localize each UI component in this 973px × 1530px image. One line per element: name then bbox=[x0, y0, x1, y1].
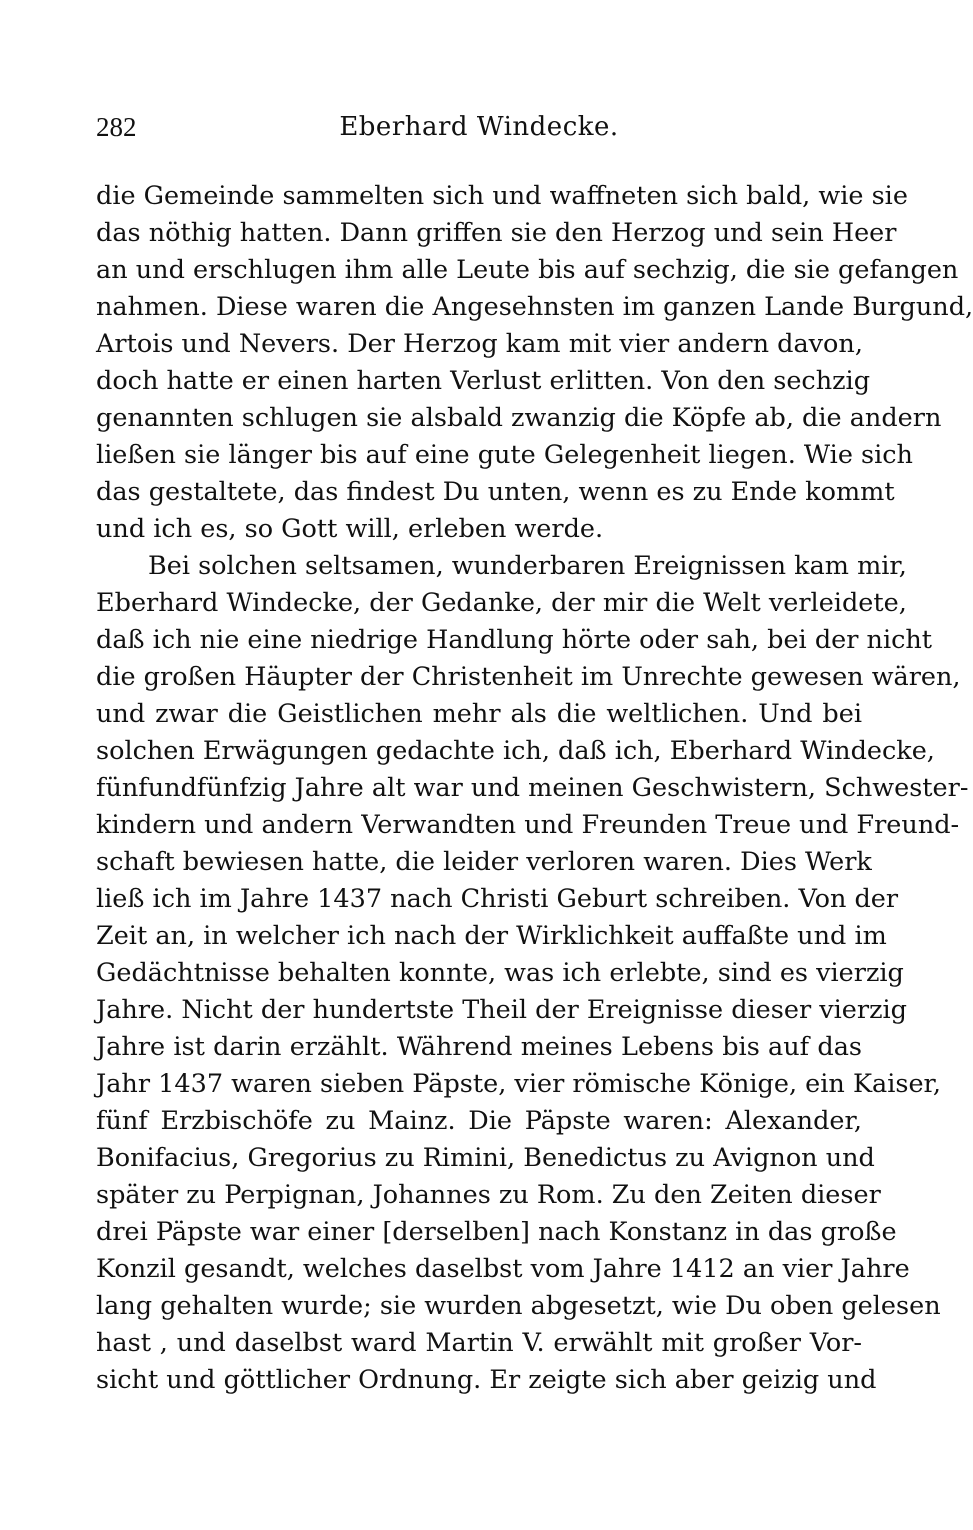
paragraph bbox=[96, 548, 969, 1399]
text-line: ließen sie länger bis auf eine gute Gelegenheit liegen. Wie sich bbox=[96, 440, 913, 470]
text-line: daß ich nie eine niedrige Handlung hörte oder sah, bei der nicht bbox=[96, 625, 933, 655]
text-line: fünf Erzbischöfe zu Mainz. Die Päpste waren: Alexander, bbox=[96, 1106, 862, 1136]
text-line: und ich es, so Gott will, erleben werde. bbox=[96, 514, 604, 544]
text-line: lang gehalten wurde; sie wurden abgesetzt, wie Du oben gelesen bbox=[96, 1291, 941, 1321]
text-line: fünfundfünfzig Jahre alt war und meinen Geschwistern, Schwester- bbox=[96, 773, 969, 803]
page-number: 282 bbox=[96, 112, 137, 142]
running-title: Eberhard Windecke. bbox=[339, 112, 619, 142]
text-line: das gestaltete, das findest Du unten, wenn es zu Ende kommt bbox=[96, 477, 895, 507]
text-line: später zu Perpignan, Johannes zu Rom. Zu den Zeiten dieser bbox=[96, 1180, 881, 1210]
text-line: hast , und daselbst ward Martin V. erwählt mit großer Vor- bbox=[96, 1328, 862, 1358]
text-line: Bei solchen seltsamen, wunderbaren Ereignissen kam mir, bbox=[148, 551, 907, 581]
text-line: nahmen. Diese waren die Angesehnsten im ganzen Lande Burgund, bbox=[96, 292, 973, 322]
text-line: drei Päpste war einer [derselben] nach Konstanz in das große bbox=[96, 1217, 897, 1247]
text-line: Artois und Nevers. Der Herzog kam mit vier andern davon, bbox=[96, 329, 863, 359]
paragraph bbox=[96, 178, 973, 548]
text-line: Konzil gesandt, welches daselbst vom Jahre 1412 an vier Jahre bbox=[96, 1254, 910, 1284]
text-line: Bonifacius, Gregorius zu Rimini, Benedictus zu Avignon und bbox=[96, 1143, 875, 1173]
text-line: sicht und göttlicher Ordnung. Er zeigte sich aber geizig und bbox=[96, 1365, 877, 1395]
text-line: schaft bewiesen hatte, die leider verloren waren. Dies Werk bbox=[96, 847, 872, 877]
text-line: ließ ich im Jahre 1437 nach Christi Geburt schreiben. Von der bbox=[96, 884, 899, 914]
text-line: die großen Häupter der Christenheit im Unrechte gewesen wären, bbox=[96, 662, 961, 692]
text-line: Jahre ist darin erzählt. Während meines Lebens bis auf das bbox=[96, 1032, 862, 1062]
text-line: die Gemeinde sammelten sich und waffneten sich bald, wie sie bbox=[96, 181, 908, 211]
text-line: doch hatte er einen harten Verlust erlitten. Von den sechzig bbox=[96, 366, 871, 396]
text-line: Jahre. Nicht der hundertste Theil der Ereignisse dieser vierzig bbox=[96, 995, 907, 1025]
text-line: Eberhard Windecke, der Gedanke, der mir die Welt verleidete, bbox=[96, 588, 907, 618]
text-line: solchen Erwägungen gedachte ich, daß ich, Eberhard Windecke, bbox=[96, 736, 935, 766]
running-head bbox=[96, 112, 862, 152]
body-text bbox=[96, 178, 973, 1399]
text-line: und zwar die Geistlichen mehr als die weltlichen. Und bei bbox=[96, 699, 862, 729]
text-line: an und erschlugen ihm alle Leute bis auf sechzig, die sie gefangen bbox=[96, 255, 959, 285]
text-line: kindern und andern Verwandten und Freunden Treue und Freund- bbox=[96, 810, 960, 840]
text-line: genannten schlugen sie alsbald zwanzig die Köpfe ab, die andern bbox=[96, 403, 942, 433]
text-line: Zeit an, in welcher ich nach der Wirklichkeit auffaßte und im bbox=[96, 921, 887, 951]
text-line: das nöthig hatten. Dann griffen sie den Herzog und sein Heer bbox=[96, 218, 897, 248]
text-line: Gedächtnisse behalten konnte, was ich erlebte, sind es vierzig bbox=[96, 958, 904, 988]
text-line: Jahr 1437 waren sieben Päpste, vier römische Könige, ein Kaiser, bbox=[96, 1069, 942, 1099]
